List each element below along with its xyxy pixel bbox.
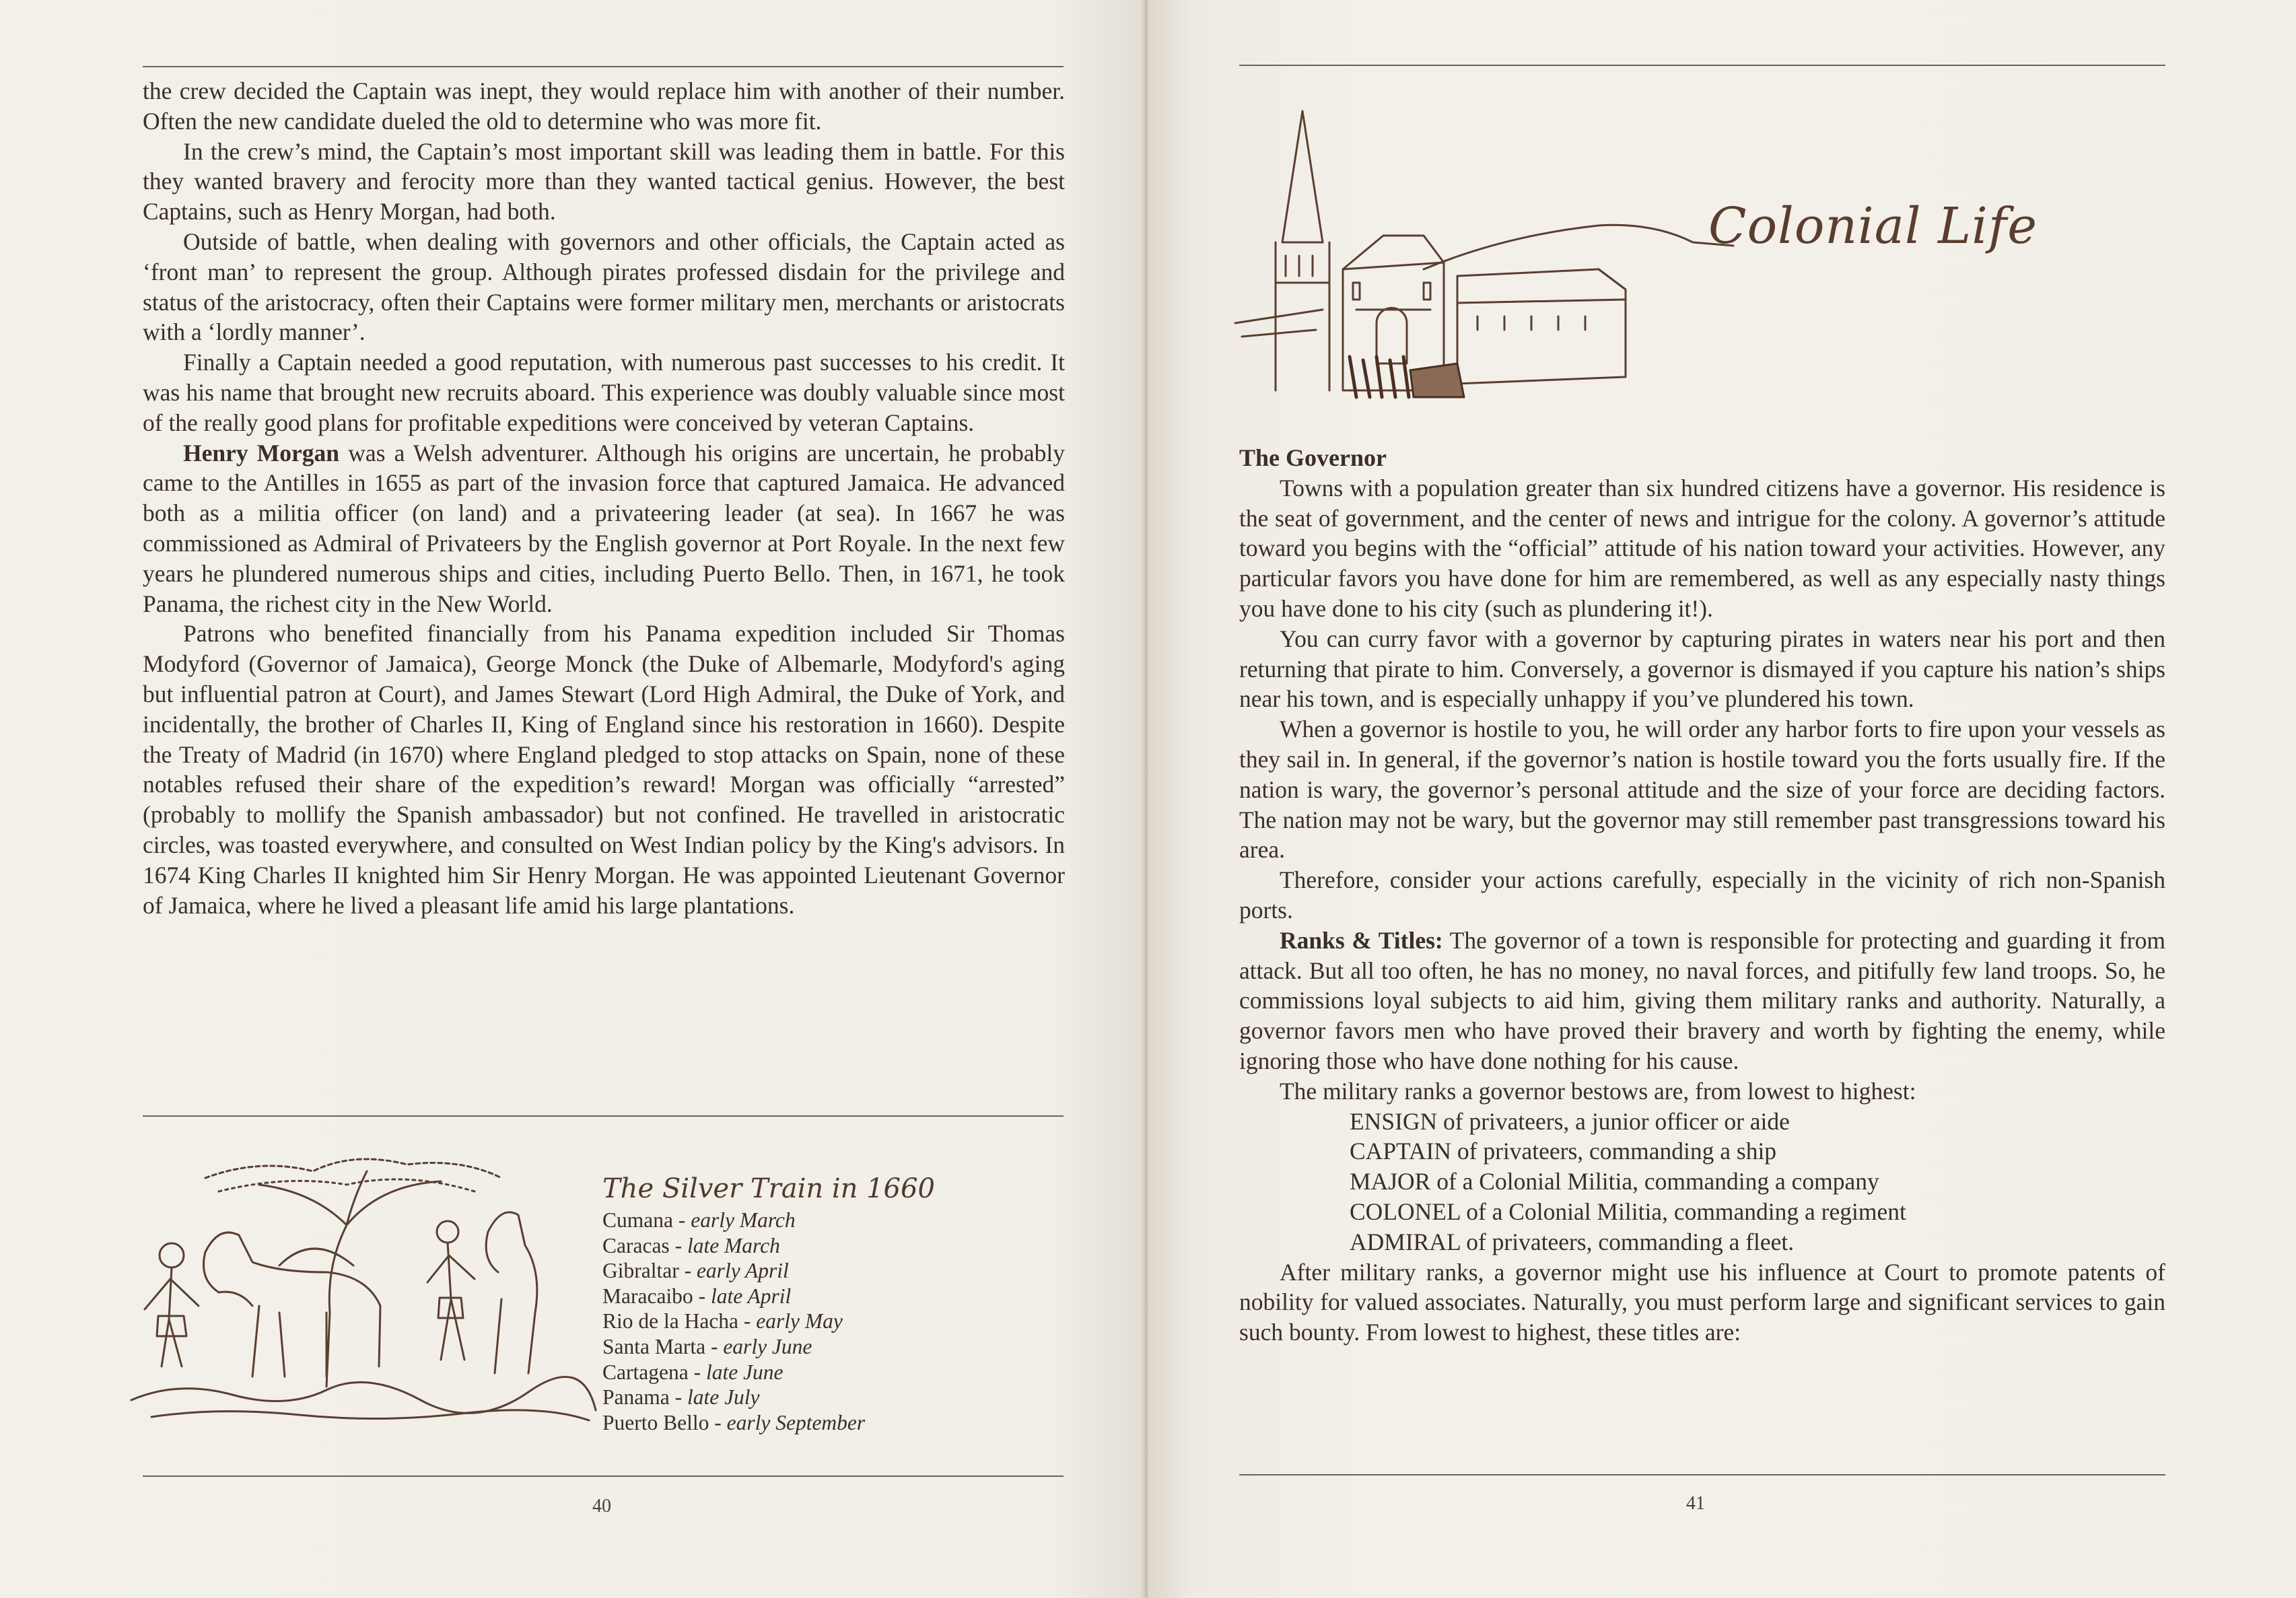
morgan-text: was a Welsh adventurer. Although his origins are uncertain, he probably came to the Antilles in 1655 as part of the invasion force that captured Jamaica. He advanced both as a militia officer (on land) and a privateering leader (at sea). In 1667 he was commissioned as Admiral of Privateers by the English governor at Port Royale. In the next few years he plundered numerous ships and cities, including Puerto Bello. Then, in 1671, he took Panama, the richest city in the New World. [143,439,1065,617]
ranks-heading: Ranks & Titles: [1280,926,1443,954]
list-item: Caracas - late March [602,1233,780,1257]
paragraph: Finally a Captain needed a good reputation, with numerous past successes to his credit. It was his name that brought new recruits aboard. This experience was doubly valuable since most of the really good plans for profitable expeditions were conceived by veteran Captains. [143,349,1065,436]
list-item: CAPTAIN of privateers, commanding a ship [1350,1138,1777,1165]
list-item: Puerto Bello - early September [602,1410,866,1434]
right-top-rule [1239,65,2165,66]
list-item: MAJOR of a Colonial Militia, commanding a company [1350,1168,1879,1195]
list-item: ADMIRAL of privateers, commanding a fleet. [1350,1228,1795,1255]
paragraph: Patrons who benefited financially from his Panama expedition included Sir Thomas Modyford (Governor of Jamaica), George Monck (the Duke of Albemarle, Modyford's aging but influential patron at Court), and James Stewart (Lord High Admiral, the Duke of York, and incidentally, the brother of Charles II, King of England since his restoration in 1660). Despite the Treaty of Madrid (in 1670) where England pledged to stop attacks on Spain, none of these notables refused their share of the expedition’s reward! Morgan was officially “arrested” (probably to mollify the Spanish ambassador) but not confined. He travelled in aristocratic circles, was toasted everywhere, and consulted on West Indian policy by the King's advisors. In 1674 King Charles II knighted him Sir Henry Morgan. He was appointed Lieutenant Governor of Jamaica, where he lived a pleasant life amid his large plantations. [143,620,1065,919]
list-item: Maracaibo - late April [602,1284,792,1308]
right-bottom-rule [1239,1474,2165,1475]
paragraph: The military ranks a governor bestows are, from lowest to highest: [1280,1077,1916,1105]
left-bottom-rule [143,1475,1064,1477]
list-item: Santa Marta - early June [602,1334,812,1358]
chapter-title: Colonial Life [1708,197,2038,255]
section-heading: The Governor [1239,444,1387,471]
ranks-list [1239,1107,2165,1257]
right-page [1148,0,2296,1598]
paragraph: You can curry favor with a governor by capturing pirates in waters near his port and then returning that pirate to him. Conversely, a governor is dismayed if you capture his nation’s ships near his town, and is especially unhappy if you’ve plundered his town. [1239,625,2165,713]
left-body-text [143,76,1065,920]
list-item: ENSIGN of privateers, a junior officer or aide [1350,1107,1790,1135]
colonial-town-illustration-icon [1222,108,1747,404]
left-mid-rule [143,1115,1064,1117]
list-item: Rio de la Hacha - early May [602,1309,843,1333]
right-body-text [1239,443,2165,1348]
list-item: Cumana - early March [602,1208,796,1232]
morgan-name: Henry Morgan [183,439,340,466]
list-item: Panama - late July [602,1385,760,1410]
left-top-rule [143,66,1064,67]
ranks-text: The governor of a town is responsible for protecting and guarding it from attack. But all too often, he has no money, no naval forces, and pitifully few land troops. So, he commissions loyal subjects to aid him, giving them military ranks and authority. Naturally, a governor favors men who have proved their bravery and worth by fighting the enemy, while ignoring those who have done nothing for his cause. [1239,926,2165,1074]
list-item: COLONEL of a Colonial Militia, commanding a regiment [1350,1197,1906,1225]
paragraph: When a governor is hostile to you, he will order any harbor forts to fire upon your vessels as they sail in. In general, if the governor’s nation is hostile toward you the forts usually fire. If the nation is wary, the governor’s personal attitude and the size of your force are deciding factors. The nation may not be wary, but the governor may still remember past transgressions toward his area. [1239,716,2165,864]
paragraph: In the crew’s mind, the Captain’s most important skill was leading them in battle. For this they wanted bravery and ferocity more than they wanted tactical genius. However, the best Captains, such as Henry Morgan, had both. [143,137,1065,225]
page-number: 41 [1686,1493,1705,1514]
paragraph: the crew decided the Captain was inept, they would replace him with another of their number. Often the new candidate dueled the old to determine who was more fit. [143,77,1065,135]
silver-train-table [602,1171,979,1435]
paragraph: Outside of battle, when dealing with governors and other officials, the Captain acted as ‘front man’ to represent the group. Although pirates professed disdain for the privilege and status of the aristocracy, often their Captains were former military men, merchants or aristocrats with a ‘lordly manner’. [143,228,1065,346]
list-item: Cartagena - late June [602,1360,784,1384]
page-number: 40 [592,1496,611,1517]
silver-train-title: The Silver Train in 1660 [602,1173,935,1204]
list-item: Gibraltar - early April [602,1259,789,1283]
paragraph: After military ranks, a governor might use his influence at Court to promote patents of nobility for valued associates. Naturally, you must perform large and significant services to gain such bounty. From lowest to highest, these titles are: [1239,1258,2165,1346]
morgan-paragraph [143,438,1065,619]
paragraph: Towns with a population greater than six hundred citizens have a governor. His residence is the seat of government, and the center of news and intrigue for the colony. A governor’s attitude toward you begins with the “official” attitude of his nation toward your activities. However, any particular favors you have done for him are remembered, as well as any especially nasty things you have done to his city (such as plundering it!). [1239,474,2165,622]
paragraph: Therefore, consider your actions carefully, especially in the vicinity of rich non-Spanish ports. [1239,866,2165,924]
ranks-paragraph [1239,926,2165,1076]
horses-illustration-icon [125,1144,609,1434]
